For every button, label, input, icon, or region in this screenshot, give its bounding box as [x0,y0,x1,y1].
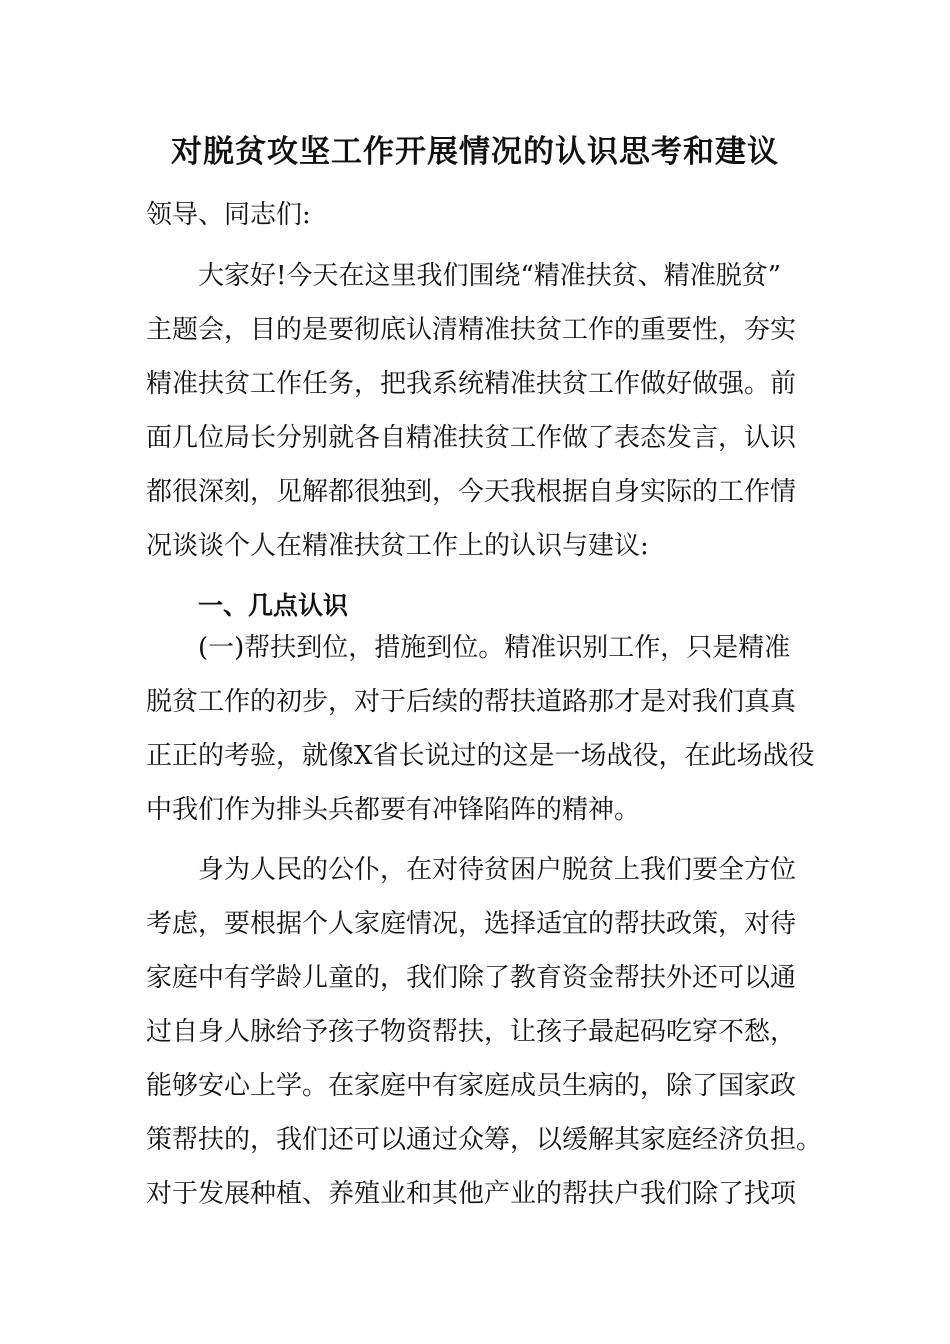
section-heading: 一、几点认识 [198,591,349,620]
point-line: (一)帮扶到位，措施到位。精准识别工作，只是精准 [198,633,791,663]
point-line: 中我们作为排头兵都要有冲锋陷阵的精神。 [146,795,641,825]
salutation: 领导、同志们: [146,200,311,230]
body-line: 身为人民的公仆，在对待贫困户脱贫上我们要全方位 [198,855,797,885]
body-line: 过自身人脉给予孩子物资帮扶，让孩子最起码吃穿不愁， [146,1017,797,1047]
body-line: 家庭中有学龄儿童的，我们除了教育资金帮扶外还可以通 [146,963,797,993]
body-line: 策帮扶的，我们还可以通过众筹，以缓解其家庭经济负担。 [146,1125,823,1155]
intro-line: 面几位局长分别就各自精准扶贫工作做了表态发言，认识 [146,423,797,453]
intro-line: 大家好!今天在这里我们围绕“精准扶贫、精准脱贫” [198,261,782,291]
intro-line: 精准扶贫工作任务，把我系统精准扶贫工作做好做强。前 [146,369,797,399]
point-line: 脱贫工作的初步，对于后续的帮扶道路那才是对我们真真 [146,687,797,717]
intro-line: 主题会，目的是要彻底认清精准扶贫工作的重要性，夯实 [146,315,797,345]
body-line: 能够安心上学。在家庭中有家庭成员生病的，除了国家政 [146,1071,797,1101]
document-title: 对脱贫攻坚工作开展情况的认识思考和建议 [171,134,779,170]
intro-line: 况谈谈个人在精准扶贫工作上的认识与建议: [146,531,649,561]
point-line: 正正的考验，就像X省长说过的这是一场战役，在此场战役 [146,741,815,771]
body-line: 对于发展种植、养殖业和其他产业的帮扶户我们除了找项 [146,1179,797,1209]
body-line: 考虑，要根据个人家庭情况，选择适宜的帮扶政策，对待 [146,909,797,939]
intro-line: 都很深刻，见解都很独到，今天我根据自身实际的工作情 [146,477,797,507]
